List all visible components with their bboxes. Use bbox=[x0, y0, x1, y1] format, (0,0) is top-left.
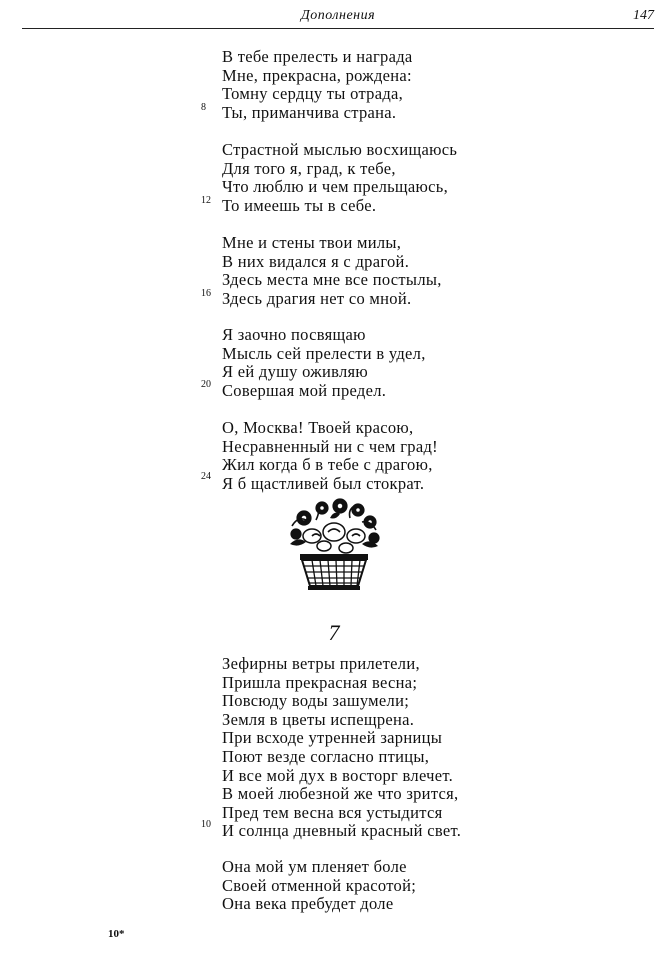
poem-line: О, Москва! Твоей красою, bbox=[222, 418, 414, 437]
poem-line: Повсюду воды зашумели; bbox=[222, 691, 410, 711]
poem-line: Совершая мой предел. bbox=[222, 380, 387, 400]
poem-line: Жил когда б в тебе с драгою, bbox=[222, 455, 433, 475]
poem-line: Несравненный ни с чем град! bbox=[222, 436, 438, 456]
poem-line: Мысль сей прелести в удел, bbox=[222, 343, 426, 363]
poem-line: Я ей душу оживляю bbox=[222, 362, 369, 382]
poem-line: В них видался я с драгой. bbox=[222, 251, 410, 271]
line-number: 12 bbox=[201, 195, 211, 206]
line-number: 20 bbox=[201, 379, 211, 390]
line-number: 8 bbox=[201, 102, 206, 113]
poem-line: Томну сердцу ты отрада, bbox=[222, 84, 404, 104]
signature-mark: 10* bbox=[108, 928, 125, 940]
stanza-1 bbox=[222, 48, 642, 122]
running-title: Дополнения bbox=[300, 8, 376, 23]
poem-line: Поют везде согласно птицы, bbox=[222, 746, 430, 766]
poem-line: Что люблю и чем прельщаюсь, bbox=[222, 177, 449, 197]
poem-line: Пришла прекрасная весна; bbox=[222, 672, 418, 692]
poem-line: Здесь места мне все постылы, bbox=[222, 270, 442, 290]
poem-line: Пред тем весна вся устыдится bbox=[222, 802, 443, 822]
line-number: 16 bbox=[201, 288, 211, 299]
line-number: 24 bbox=[201, 471, 211, 482]
stanza-2 bbox=[222, 141, 642, 215]
stanza-7 bbox=[222, 858, 642, 914]
poem-line: В моей любезной же что зрится, bbox=[222, 784, 459, 804]
poem-line: Для того я, град, к тебе, bbox=[222, 158, 396, 178]
poem-line: Она века пребудет доле bbox=[222, 894, 394, 914]
poem-line: Земля в цветы испещрена. bbox=[222, 709, 415, 729]
poem-line: То имеешь ты в себе. bbox=[222, 195, 377, 215]
poem-line: При всходе утренней зарницы bbox=[222, 728, 443, 748]
page-number: 147 bbox=[633, 8, 654, 23]
poem-line: Зефирны ветры прилетели, bbox=[222, 654, 420, 673]
poem-line: Страстной мыслью восхищаюсь bbox=[222, 140, 458, 159]
poem-line: Она мой ум пленяет боле bbox=[222, 857, 407, 876]
poem-line: Здесь драгия нет со мной. bbox=[222, 288, 412, 308]
stanza-5 bbox=[222, 419, 642, 493]
header-rule bbox=[22, 28, 654, 29]
stanza-3 bbox=[222, 234, 642, 308]
flower-basket-icon bbox=[282, 496, 386, 592]
poem-line: Я заочно посвящаю bbox=[222, 325, 366, 344]
poem-line: Ты, приманчива страна. bbox=[222, 102, 397, 122]
poem-line: Мне и стены твои милы, bbox=[222, 233, 402, 252]
running-header bbox=[22, 8, 654, 30]
stanza-6 bbox=[222, 655, 642, 841]
poem-line: Своей отменной красотой; bbox=[222, 875, 417, 895]
poem-line: В тебе прелесть и награда bbox=[222, 47, 413, 66]
poem-line: И солнца дневный красный свет. bbox=[222, 821, 462, 841]
stanza-4 bbox=[222, 326, 642, 400]
poem-number: 7 bbox=[328, 620, 340, 645]
line-number: 10 bbox=[201, 819, 211, 830]
poem-line: Я б щастливей был стократ. bbox=[222, 473, 425, 493]
poem-line: Мне, прекрасна, рождена: bbox=[222, 65, 412, 85]
poem-line: И все мой дух в восторг влечет. bbox=[222, 765, 454, 785]
